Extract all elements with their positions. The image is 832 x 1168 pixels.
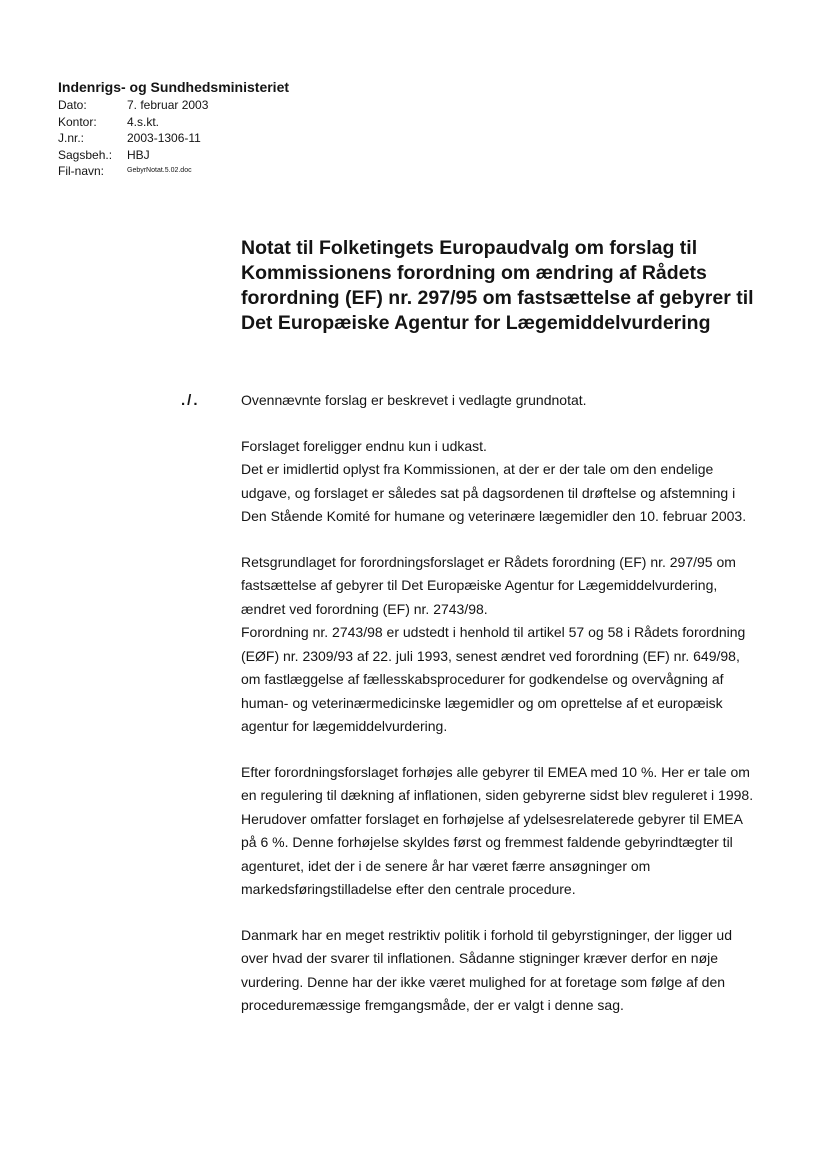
paragraph: Ovennævnte forslag er beskrevet i vedlagte grundnotat. <box>241 392 587 408</box>
meta-label: Kontor: <box>58 114 97 129</box>
paragraph: Efter forordningsforslaget forhøjes alle gebyrer til EMEA med 10 %. Her er tale om en regulering til dækning af inflationen, siden gebyrerne sidst blev reguleret i 1998. Herudover omfatter forslaget en forhøjelse af ydelsesrelaterede gebyrer til EMEA på 6 %. Denne forhøjelse skyldes først og fremmest faldende gebyrindtægter til agenturet, idet der i de senere år har været færre ansøgninger om markedsføringstilladelse efter den centrale procedure. <box>241 763 754 897</box>
paragraph-line: Retsgrundlaget for forordningsforslaget er Rådets forordning (EF) nr. 297/95 om fastsættelse af gebyrer til Det Europæiske Agentur for Lægemiddelvurdering, ændret ved forordning (EF) nr. 2743/98. <box>241 553 736 617</box>
meta-row-case-officer <box>58 147 289 164</box>
paragraph: Danmark har en meget restriktiv politik i forhold til gebyrstigninger, der ligger ud over hvad der svarer til inflationen. Sådanne stigninger kræver derfor en nøje vurdering. Denne har der ikke været mulighed for at foretage som følge af den proceduremæssige fremgangsmåde, der er valgt i denne sag. <box>241 926 733 1013</box>
meta-value: 7. februar 2003 <box>127 98 209 112</box>
paragraph-line: Det er imidlertid oplyst fra Kommissionen, at der er der tale om den endelige udgave, og forslaget er således sat på dagsordenen til drøftelse og afstemning i Den Stående Komité for humane og veterinære lægemidler den 10. februar 2003. <box>241 461 747 524</box>
meta-label: Dato: <box>58 98 87 112</box>
meta-label: Sagsbeh.: <box>58 147 113 162</box>
document-header <box>58 79 289 180</box>
attachment-marker: ./. <box>181 392 200 409</box>
ministry-name: Indenrigs- og Sundhedsministeriet <box>58 79 290 95</box>
document-title: Notat til Folketingets Europaudvalg om forslag til Kommissionens forordning om ændring af Rådets forordning (EF) nr. 297/95 om fastsættelse af gebyrer til Det Europæiske Agentur for Lægemiddelvurdering <box>241 237 754 334</box>
paragraph <box>241 551 761 739</box>
meta-row-date <box>58 97 289 114</box>
meta-label: J.nr.: <box>58 131 85 145</box>
meta-value: GebyrNotat.5.02.doc <box>127 167 192 174</box>
meta-value: HBJ <box>127 147 150 162</box>
meta-row-journal <box>58 130 289 147</box>
meta-value: 2003-1306-11 <box>127 131 201 145</box>
meta-value: 4.s.kt. <box>127 114 160 129</box>
paragraph-line: Forordning nr. 2743/98 er udstedt i henhold til artikel 57 og 58 i Rådets forordning (EØF) nr. 2309/93 af 22. juli 1993, senest ændret ved forordning (EF) nr. 649/98, om fastlæggelse af fællesskabsprocedurer for godkendelse og overvågning af human- og veterinærmedicinske lægemidler og om oprettelse af et europæisk agentur for lægemiddelvurdering. <box>241 624 746 734</box>
meta-label: Fil-navn: <box>58 164 105 178</box>
document-body <box>241 389 761 1040</box>
paragraph-line: Forslaget foreligger endnu kun i udkast. <box>241 437 487 454</box>
paragraph <box>241 435 761 529</box>
meta-row-filename <box>58 163 289 180</box>
meta-row-office <box>58 114 289 131</box>
